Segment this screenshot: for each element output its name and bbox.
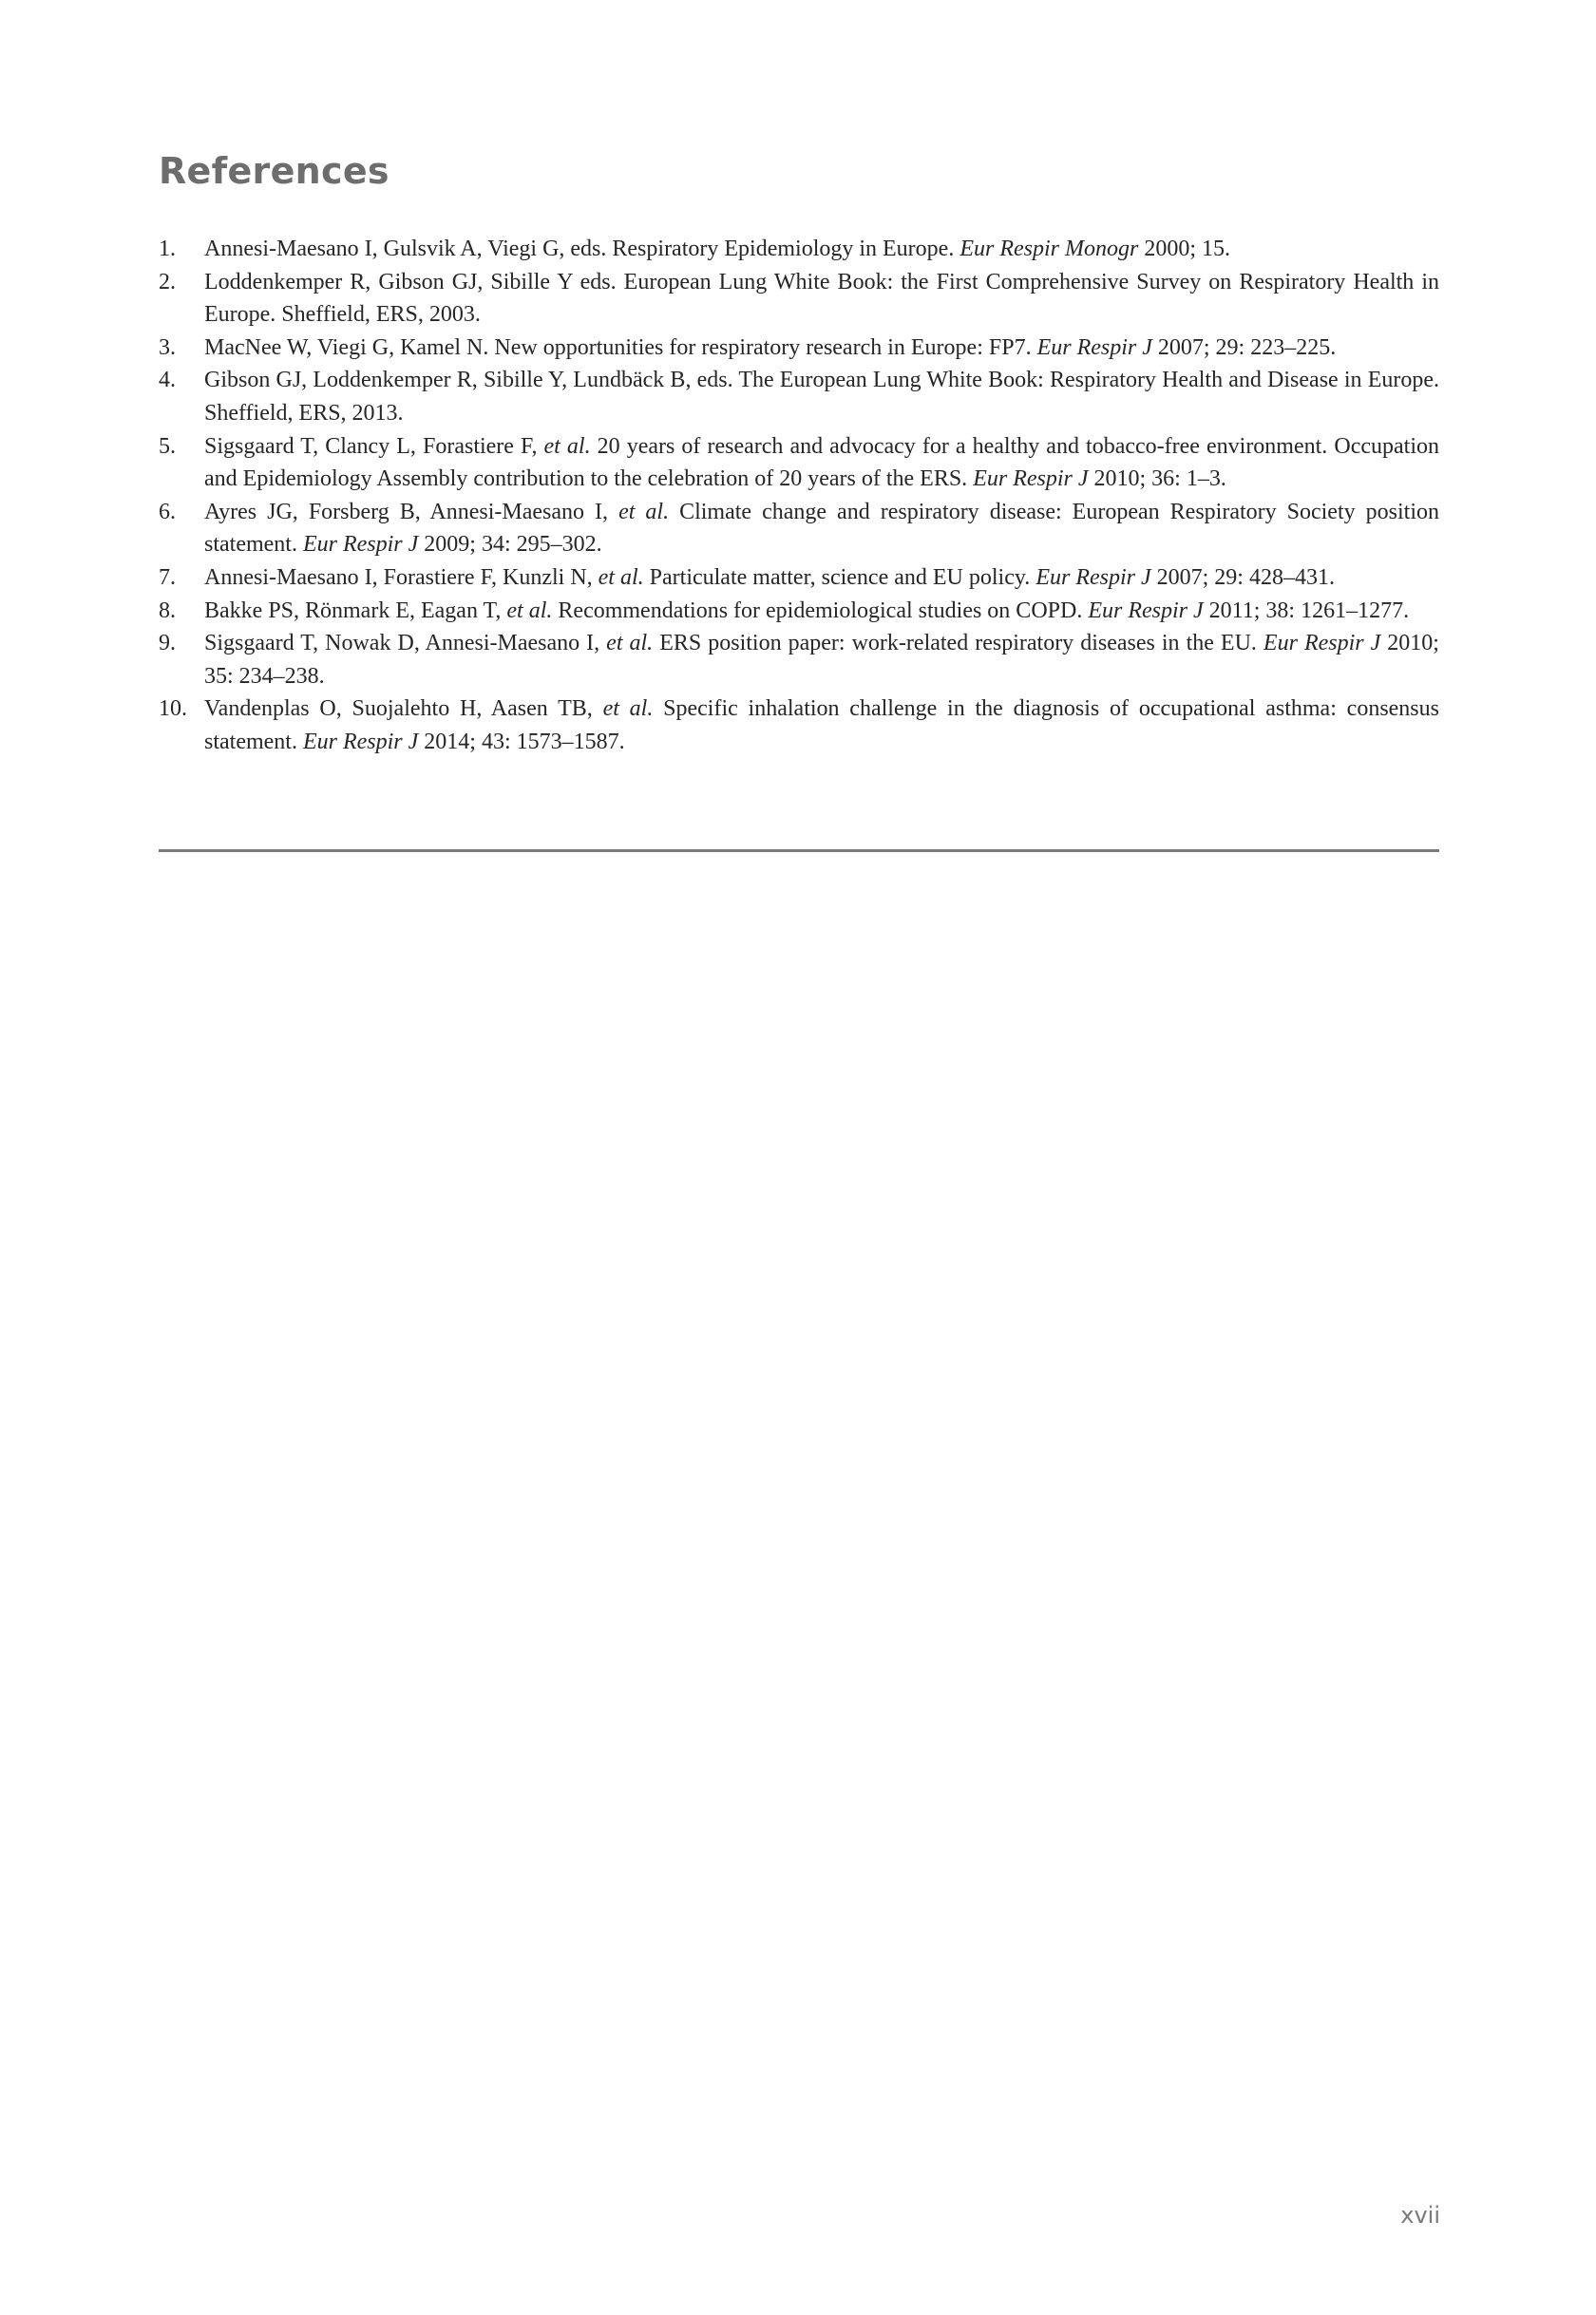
reference-segment: Sigsgaard T, Nowak D, Annesi-Maesano I, xyxy=(204,631,607,656)
reference-italic-segment: et al. xyxy=(506,598,553,623)
reference-segment: 20 years of research and advocacy for a healthy and tobacco-free environment. Occupation and Epidemiology Assembly contribution to the celebration of 20 years of the ERS. xyxy=(204,433,1439,492)
reference-segment: Particulate matter, science and EU policy. xyxy=(643,564,1036,590)
reference-segment: Annesi-Maesano I, Gulsvik A, Viegi G, eds. Respiratory Epidemiology in Europe. xyxy=(204,237,960,261)
reference-text xyxy=(204,434,1439,492)
reference-segment: Ayres JG, Forsberg B, Annesi-Maesano I, xyxy=(204,499,619,524)
reference-item xyxy=(159,266,1439,332)
reference-number: 1. xyxy=(159,237,176,261)
reference-italic-segment: et al. xyxy=(606,631,654,656)
reference-item xyxy=(159,233,1439,266)
reference-segment: Bakke PS, Rönmark E, Eagan T, xyxy=(204,598,507,623)
reference-segment: Annesi-Maesano I, Forastiere F, Kunzli N, xyxy=(204,564,598,590)
reference-text xyxy=(204,500,1439,558)
reference-number: 10. xyxy=(159,696,187,722)
reference-number: 4. xyxy=(159,368,176,393)
reference-italic-segment: Eur Respir J xyxy=(1036,564,1151,590)
reference-list xyxy=(159,233,1439,759)
reference-italic-segment: Eur Respir Monogr xyxy=(960,237,1139,261)
reference-segment: MacNee W, Viegi G, Kamel N. New opportunities for respiratory research in Europe: FP7. xyxy=(204,334,1037,360)
reference-item xyxy=(159,332,1439,365)
reference-number: 7. xyxy=(159,564,176,590)
reference-segment: Specific inhalation challenge in the diagnosis of occupational asthma: consensus statement. xyxy=(204,696,1439,754)
reference-text xyxy=(204,631,1439,689)
reference-italic-segment: et al. xyxy=(602,696,654,722)
reference-italic-segment: Eur Respir J xyxy=(302,729,419,754)
reference-segment: 2010; 35: 234–238. xyxy=(204,631,1439,689)
reference-italic-segment: Eur Respir J xyxy=(302,532,419,558)
reference-segment: ERS position paper: work-related respiratory diseases in the EU. xyxy=(653,631,1264,656)
reference-item xyxy=(159,430,1439,496)
reference-segment: Recommendations for epidemiological studies on COPD. xyxy=(552,598,1089,623)
reference-italic-segment: et al. xyxy=(543,433,591,459)
reference-number: 3. xyxy=(159,334,176,360)
reference-segment: 2000; 15. xyxy=(1138,237,1230,261)
reference-item xyxy=(159,627,1439,693)
reference-number: 6. xyxy=(159,499,176,524)
reference-item xyxy=(159,561,1439,595)
reference-item xyxy=(159,496,1439,561)
reference-number: 8. xyxy=(159,598,176,623)
reference-segment: 2009; 34: 295–302. xyxy=(418,532,602,558)
reference-segment: 2010; 36: 1–3. xyxy=(1088,466,1226,492)
reference-segment: 2014; 43: 1573–1587. xyxy=(418,729,625,754)
page-number: xvii xyxy=(1400,2202,1440,2229)
reference-item xyxy=(159,364,1439,429)
reference-segment: Climate change and respiratory disease: European Respiratory Society position statement. xyxy=(204,499,1439,558)
reference-segment: Loddenkemper R, Gibson GJ, Sibille Y eds. European Lung White Book: the First Comprehensive Survey on Respiratory Health in Europe. Sheffield, ERS, 2003. xyxy=(204,269,1439,328)
reference-item xyxy=(159,693,1439,758)
reference-text xyxy=(204,598,1409,623)
reference-segment: 2011; 38: 1261–1277. xyxy=(1203,598,1410,623)
reference-italic-segment: Eur Respir J xyxy=(1263,631,1381,656)
reference-number: 9. xyxy=(159,631,176,656)
reference-text xyxy=(204,270,1439,328)
reference-italic-segment: et al. xyxy=(618,499,670,524)
reference-italic-segment: Eur Respir J xyxy=(1036,334,1152,360)
reference-segment: 2007; 29: 428–431. xyxy=(1150,564,1335,590)
reference-text xyxy=(204,335,1336,360)
reference-italic-segment: Eur Respir J xyxy=(973,466,1089,492)
reference-text xyxy=(204,565,1335,590)
reference-number: 2. xyxy=(159,269,176,294)
reference-text xyxy=(204,368,1439,426)
reference-italic-segment: Eur Respir J xyxy=(1088,598,1204,623)
reference-number: 5. xyxy=(159,433,176,459)
reference-text xyxy=(204,237,1230,261)
reference-text xyxy=(204,696,1439,754)
section-divider xyxy=(159,849,1439,852)
references-heading: References xyxy=(159,150,390,192)
reference-segment: 2007; 29: 223–225. xyxy=(1151,334,1337,360)
reference-segment: Sigsgaard T, Clancy L, Forastiere F, xyxy=(204,433,544,459)
reference-segment: Gibson GJ, Loddenkemper R, Sibille Y, Lundbäck B, eds. The European Lung White Book: Respiratory Health and Disease in Europe. Sheffield, ERS, 2013. xyxy=(204,368,1439,426)
reference-italic-segment: et al. xyxy=(598,564,644,590)
reference-segment: Vandenplas O, Suojalehto H, Aasen TB, xyxy=(204,696,603,722)
reference-item xyxy=(159,595,1439,628)
